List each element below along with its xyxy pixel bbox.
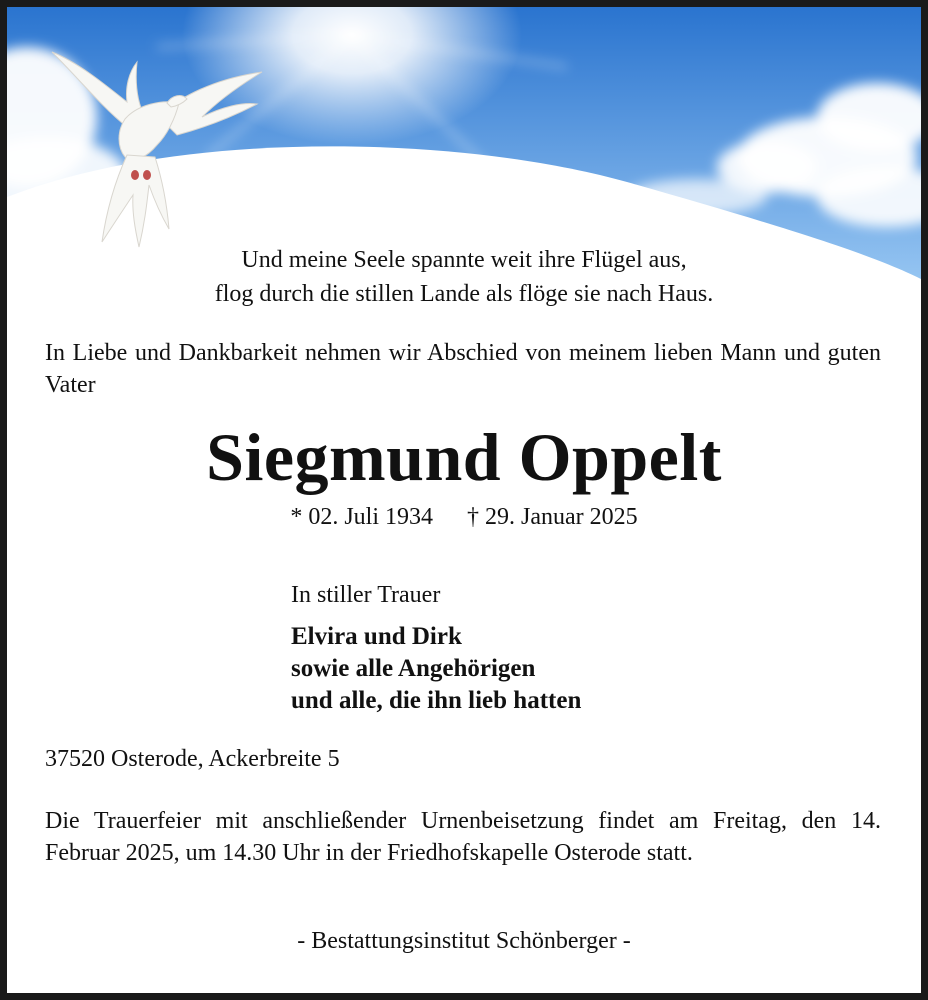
quote-line-1: Und meine Seele spannte weit ihre Flügel aus, [241,247,687,273]
mourning-heading: In stiller Trauer [291,582,441,608]
life-dates [7,501,921,533]
death-date: † 29. Januar 2025 [467,504,638,530]
mourner-line-3: und alle, die ihn lieb hatten [291,687,582,714]
undertaker-name: - Bestattungsinstitut Schönberger - [297,928,631,954]
mourner-line-1: Elvira und Dirk [291,623,462,650]
family-address: 37520 Osterode, Ackerbreite 5 [45,746,340,772]
intro-text: In Liebe und Dankbarkeit nehmen wir Abschied von meinem lieben Mann und guten Vater [45,340,881,398]
birth-date: * 02. Juli 1934 [290,504,434,530]
deceased-name: Siegmund Oppelt [206,419,722,495]
funeral-notice: Die Trauerfeier mit anschließender Urnenbeisetzung findet am Freitag, den 14. Februar 2025, um 14.30 Uhr in der Friedhofskapelle Osterode statt. [45,808,881,866]
mourner-line-2: sowie alle Angehörigen [291,655,536,682]
quote-line-2: flog durch die stillen Lande als flöge sie nach Haus. [214,281,714,307]
